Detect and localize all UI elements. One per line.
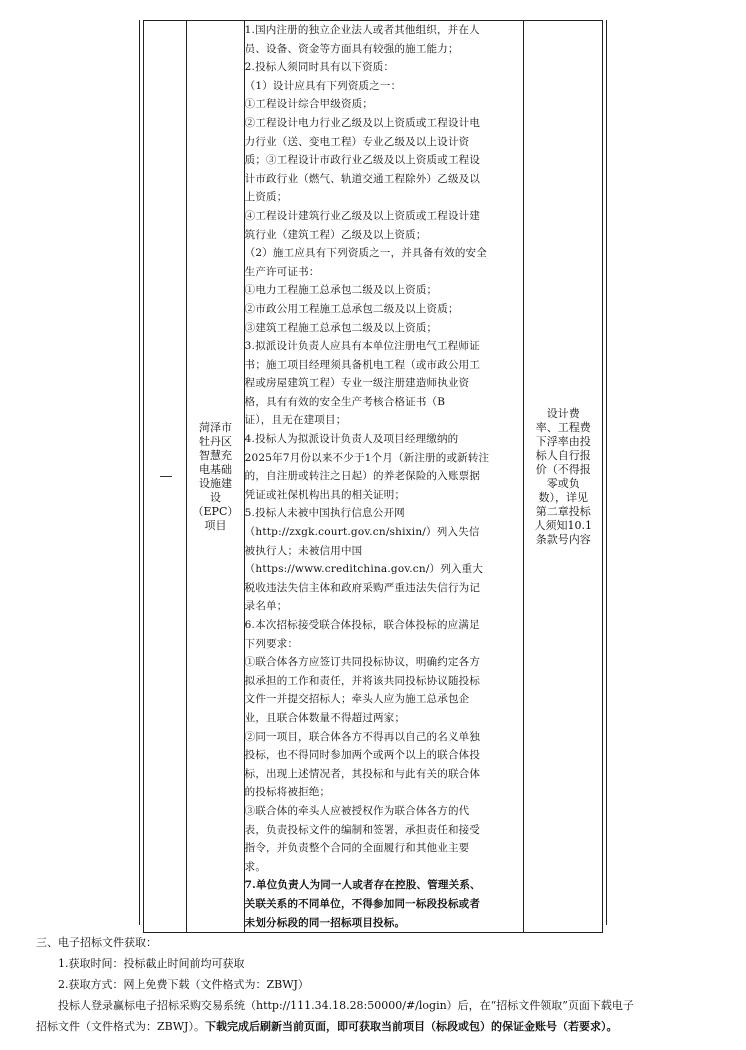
project-name-line: 智慧充: [198, 448, 232, 462]
requirement-line: 2025年7月份以来不少于1个月（新注册的或新转注: [244, 451, 490, 464]
requirement-line: 业，且联合体数量不得超过两家；: [244, 711, 406, 724]
requirement-line: 凭证或社保机构出具的相关证明；: [244, 488, 406, 501]
section-number-dash: [160, 476, 172, 477]
requirement-line: 4.投标人为拟派设计负责人及项目经理缴纳的: [244, 433, 459, 446]
project-name-line: 设: [209, 490, 221, 504]
project-name-line: （EPC）: [192, 504, 239, 518]
electronic-tender-section: [36, 932, 726, 1037]
qualification-table: [143, 20, 603, 933]
table-outer-border-left: [139, 20, 140, 925]
requirement-line: 筑行业（建筑工程）乙级及以上资质；: [244, 228, 427, 241]
requirement-bold-line: 关联关系的不同单位，不得参加同一标段投标或者: [244, 897, 481, 910]
requirement-line: 质；③工程设计市政行业乙级及以上资质或工程设: [244, 154, 481, 167]
requirement-line: 表，负责投标文件的编制和签署，承担责任和接受: [244, 823, 481, 836]
requirement-line: 员、设备、资金等方面具有较强的施工能力；: [244, 42, 459, 55]
requirement-line: （http://zxgk.court.gov.cn/shixin/）列入失信: [244, 526, 480, 539]
requirement-line: 被执行人；未被信用中国: [244, 544, 363, 557]
requirement-line: ②市政公用工程施工总承包二级及以上资质；: [244, 302, 459, 315]
acquisition-time: 1.获取时间：投标截止时间前均可获取: [58, 957, 245, 970]
price-method-line: 设计费: [546, 406, 580, 420]
requirement-line: （2）施工应具有下列资质之一，并具备有效的安全: [244, 247, 487, 260]
project-name-line: 电基础: [198, 462, 232, 476]
requirement-line: 拟承担的工作和责任，并将该共同投标协议随投标: [244, 674, 481, 687]
requirement-bold-line: 7.单位负责人为同一人或者存在控股、管理关系、: [244, 879, 481, 892]
section-heading: 三、电子招标文件获取：: [36, 936, 157, 949]
requirement-line: ④工程设计建筑行业乙级及以上资质或工程设计建: [244, 209, 481, 222]
requirement-line: 的，自注册或转注之日起）的养老保险的入账票据: [244, 470, 481, 483]
requirement-line: 文件一并提交招标人；牵头人应为施工总承包企: [244, 693, 470, 706]
price-method-line: 率、工程费: [535, 420, 591, 434]
section-number-cell: [144, 21, 187, 933]
instructions-bold: 下载完成后刷新当前页面，即可获取当前项目（标段或包）的保证金账号（若要求）。: [204, 1020, 618, 1033]
requirement-line: 书；施工项目经理须具备机电工程（或市政公用工: [244, 358, 481, 371]
requirement-line: 格，具有有效的安全生产考核合格证书（B: [244, 395, 446, 408]
requirement-line: ③联合体的牵头人应被授权作为联合体各方的代: [244, 804, 470, 817]
requirement-line: 生产许可证书：: [244, 265, 320, 278]
requirement-line: 求。: [244, 860, 267, 873]
price-method-text: [524, 407, 602, 547]
requirement-line: 证），且无在建项目；: [244, 414, 347, 427]
requirement-line: ③建筑工程施工总承包二级及以上资质；: [244, 321, 438, 334]
price-method-line: 人须知10.1: [534, 518, 592, 532]
project-name-line: 菏泽市: [198, 420, 232, 434]
requirement-line: ②工程设计电力行业乙级及以上资质或工程设计电: [244, 116, 481, 129]
price-method-line: 价（不得报: [535, 462, 591, 476]
price-method-line: 零或负: [546, 476, 580, 490]
requirement-line: 2.投标人须同时具有以下资质：: [244, 61, 395, 74]
requirement-line: ①工程设计综合甲级资质；: [244, 98, 374, 111]
requirement-bold-line: 未划分标段的同一招标项目投标。: [244, 916, 406, 929]
acquisition-method: 2.获取方式：网上免费下载（文件格式为：ZBWJ）: [58, 978, 309, 991]
price-method-line: 下浮率由投: [535, 434, 591, 448]
requirement-line: 3.拟派设计负责人应具有本单位注册电气工程师证: [244, 340, 480, 353]
price-method-line: 条款号内容: [535, 532, 591, 546]
project-name-line: 牡丹区: [198, 434, 232, 448]
price-method-line: 标人自行报: [535, 448, 591, 462]
requirement-line: 6.本次招标接受联合体投标，联合体投标的应满足: [244, 619, 480, 631]
requirement-line: 指令，并负责整个合同的全面履行和其他业主要: [244, 842, 470, 855]
requirement-line: ②同一项目，联合体各方不得再以自己的名义单独: [244, 730, 481, 743]
requirement-line: 标，出现上述情况者，其投标和与此有关的联合体: [244, 767, 481, 780]
project-name-line: 项目: [204, 518, 227, 532]
requirements-bold-clause: [245, 876, 524, 932]
requirement-line: 5.投标人未被中国执行信息公开网: [244, 507, 405, 520]
requirement-line: （1）设计应具有下列资质之一：: [244, 79, 402, 92]
requirement-line: 投标，也不得同时参加两个或两个以上的联合体投: [244, 749, 481, 762]
requirements-list: [245, 21, 524, 876]
requirement-line: 税收违法失信主体和政府采购严重违法失信行为记: [244, 581, 481, 594]
instructions-normal: 招标文件（文件格式为：ZBWJ）。: [36, 1020, 205, 1033]
table-outer-border-right: [606, 20, 607, 925]
requirement-line: 1.国内注册的独立企业法人或者其他组织，并在人: [244, 24, 480, 36]
table-row: [144, 21, 603, 933]
instructions-line-1: 投标人登录赢标电子招标采购交易系统（http://111.34.18.28:50000/#/login）后，在“招标文件领取”页面下载电子: [58, 999, 634, 1012]
project-name-line: 设施建: [198, 476, 232, 490]
requirement-line: （https://www.creditchina.gov.cn/）列入重大: [244, 563, 484, 576]
requirement-line: ①电力工程施工总承包二级及以上资质；: [244, 284, 438, 297]
requirement-line: 程或房屋建筑工程）专业一级注册建造师执业资: [244, 377, 470, 390]
requirement-line: ①联合体各方应签订共同投标协议，明确约定各方: [244, 656, 481, 669]
project-name: [187, 421, 243, 533]
requirement-line: 上资质；: [244, 191, 288, 204]
requirement-line: 下列要求：: [244, 637, 299, 650]
price-method-line: 第二章投标: [535, 504, 591, 518]
project-name-cell: [187, 21, 244, 933]
price-method-line: 数），详见: [538, 490, 588, 504]
requirements-cell: [244, 21, 524, 933]
instructions-line-2: [36, 1016, 726, 1037]
requirement-line: 录名单；: [244, 600, 288, 613]
requirement-line: 力行业（送、变电工程）专业乙级及以上设计资: [244, 135, 470, 148]
requirement-line: 的投标将被拒绝；: [244, 786, 331, 799]
price-method-cell: [524, 21, 603, 933]
requirement-line: 计市政行业（燃气、轨道交通工程除外）乙级及以: [244, 172, 481, 185]
